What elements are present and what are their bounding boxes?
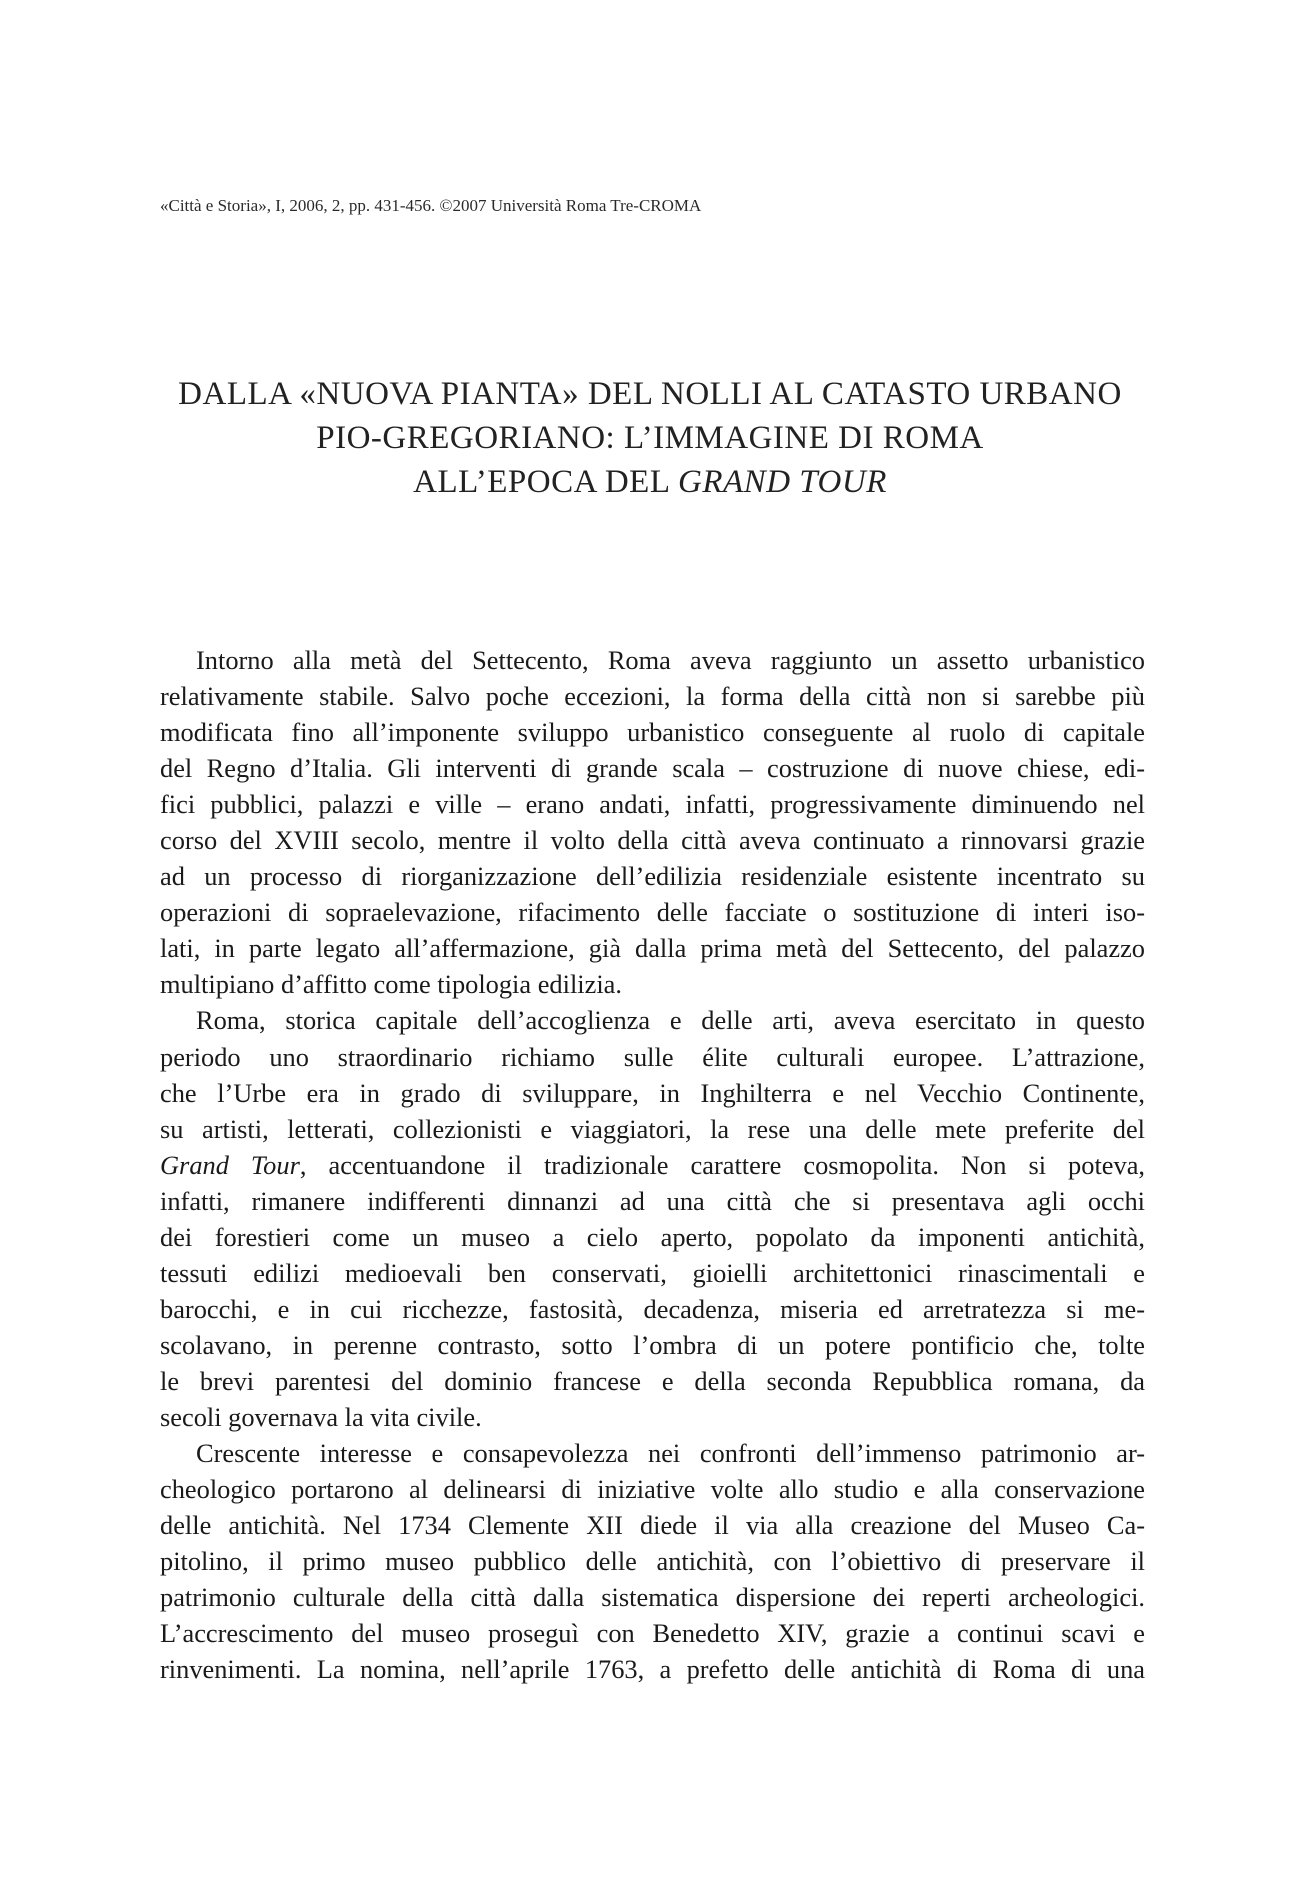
article-title-line-3-prefix: ALL’EPOCA DEL <box>413 464 679 500</box>
paragraph-line: dei forestieri come un museo a cielo aperto, popolato da imponenti antichità, <box>160 1221 1145 1252</box>
paragraph-line: infatti, rimanere indifferenti dinnanzi ad una città che si presentava agli occhi <box>160 1185 1145 1216</box>
paragraph-line: modificata fino all’imponente sviluppo urbanistico conseguente al ruolo di capitale <box>160 717 1145 748</box>
paragraph-line: delle antichità. Nel 1734 Clemente XII diede il via alla creazione del Museo Ca- <box>160 1510 1145 1541</box>
paragraph-line: corso del XVIII secolo, mentre il volto della città aveva continuato a rinnovarsi grazie <box>160 825 1145 856</box>
article-title-line-2: PIO-GREGORIANO: L’IMMAGINE DI ROMA <box>316 420 984 456</box>
article-title-line-3 <box>160 460 1140 504</box>
italic-term-separator: , <box>299 1149 329 1180</box>
paragraph-line: patrimonio culturale della città dalla sistematica dispersione dei reperti archeologici. <box>160 1582 1145 1613</box>
article-title-line-3-italic: GRAND TOUR <box>678 464 887 500</box>
paragraph-line: L’accrescimento del museo proseguì con Benedetto XIV, grazie a continui scavi e <box>160 1618 1145 1649</box>
running-header-citation: «Città e Storia», I, 2006, 2, pp. 431-456. ©2007 Università Roma Tre-CROMA <box>160 196 702 215</box>
paragraph-line <box>160 1147 1145 1183</box>
paragraph-line: Crescente interesse e consapevolezza nei confronti dell’immenso patrimonio ar- <box>196 1438 1145 1469</box>
article-title <box>160 372 1140 504</box>
paragraph-line: scolavano, in perenne contrasto, sotto l’ombra di un potere pontificio che, tolte <box>160 1329 1145 1360</box>
paragraph-line: operazioni di sopraelevazione, rifacimento delle facciate o sostituzione di interi iso- <box>160 897 1145 928</box>
article-body <box>160 642 1145 1687</box>
article-title-line-1: DALLA «NUOVA PIANTA» DEL NOLLI AL CATASTO URBANO <box>178 376 1122 412</box>
italic-term-grand-tour: Grand Tour <box>160 1149 300 1180</box>
paragraph-line: cheologico portarono al delinearsi di iniziative volte allo studio e alla conservazione <box>160 1474 1145 1505</box>
paragraph-1 <box>160 642 1145 1002</box>
paragraph-line: rinvenimenti. La nomina, nell’aprile 1763, a prefetto delle antichità di Roma di una <box>160 1654 1145 1685</box>
paragraph-line: barocchi, e in cui ricchezze, fastosità, decadenza, miseria ed arretratezza si me- <box>160 1293 1145 1324</box>
paragraph-line: Roma, storica capitale dell’accoglienza e delle arti, aveva esercitato in questo <box>196 1005 1145 1036</box>
paragraph-line: del Regno d’Italia. Gli interventi di grande scala – costruzione di nuove chiese, edi- <box>160 753 1145 784</box>
paragraph-line: periodo uno straordinario richiamo sulle élite culturali europee. L’attrazione, <box>160 1041 1145 1072</box>
paragraph-line: tessuti edilizi medioevali ben conservati, gioielli architettonici rinascimentali e <box>160 1257 1145 1288</box>
paragraph-line: relativamente stabile. Salvo poche eccezioni, la forma della città non si sarebbe più <box>160 681 1145 712</box>
paragraph-line: lati, in parte legato all’affermazione, già dalla prima metà del Settecento, del palazzo <box>160 933 1145 964</box>
paragraph-line: le brevi parentesi del dominio francese e della seconda Repubblica romana, da <box>160 1365 1145 1396</box>
paragraph-line: ad un processo di riorganizzazione dell’edilizia residenziale esistente incentrato su <box>160 861 1145 892</box>
paragraph-line: Intorno alla metà del Settecento, Roma aveva raggiunto un assetto urbanistico <box>196 645 1145 675</box>
paragraph-line: fici pubblici, palazzi e ville – erano andati, infatti, progressivamente diminuendo nel <box>160 789 1145 820</box>
paragraph-line: che l’Urbe era in grado di sviluppare, in Inghilterra e nel Vecchio Continente, <box>160 1077 1145 1108</box>
paragraph-line-rest: accentuandone il tradizionale carattere cosmopolita. Non si poteva, <box>328 1149 1146 1180</box>
paragraph-line: su artisti, letterati, collezionisti e viaggiatori, la rese una delle mete preferite del <box>160 1113 1145 1144</box>
paragraph-3 <box>160 1435 1145 1687</box>
paragraph-line: pitolino, il primo museo pubblico delle antichità, con l’obiettivo di preservare il <box>160 1546 1145 1577</box>
paragraph-2 <box>160 1002 1145 1435</box>
paragraph-line: secoli governava la vita civile. <box>160 1401 482 1432</box>
paragraph-line: multipiano d’affitto come tipologia edilizia. <box>160 969 622 1000</box>
